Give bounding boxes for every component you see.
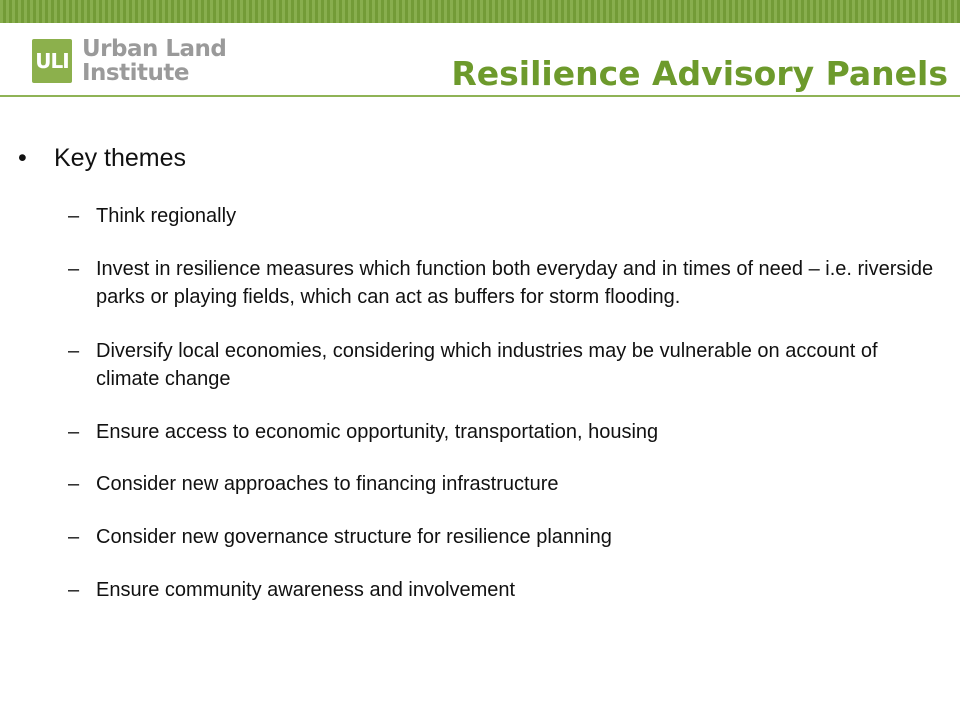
dash-icon: – <box>68 579 80 601</box>
list-item <box>68 418 940 446</box>
dash-icon: – <box>68 526 80 548</box>
list-item <box>68 523 940 551</box>
list-item-text: Consider new governance structure for resilience planning <box>96 526 612 548</box>
dash-icon: – <box>68 340 80 362</box>
heading-text: Key themes <box>54 144 187 172</box>
list-item <box>68 255 940 311</box>
logo-line-2: Institute <box>82 60 189 86</box>
title-divider <box>0 95 960 97</box>
key-themes-heading <box>18 144 186 173</box>
top-decorative-band <box>0 0 960 23</box>
list-item <box>68 337 940 393</box>
dash-icon: – <box>68 473 80 495</box>
slide-title: Resilience Advisory Panels <box>451 54 948 93</box>
dash-icon: – <box>68 205 80 227</box>
dash-icon: – <box>68 258 80 280</box>
bullet-icon: • <box>18 144 27 172</box>
list-item <box>68 576 940 604</box>
uli-logo-mark: ULI <box>32 39 72 83</box>
logo-line-1: Urban Land <box>82 36 227 62</box>
list-item <box>68 202 940 230</box>
list-item-text: Ensure community awareness and involvement <box>96 579 516 601</box>
list-item-text: Think regionally <box>96 205 237 227</box>
dash-icon: – <box>68 421 80 443</box>
list-item-text: Ensure access to economic opportunity, transportation, housing <box>96 421 659 443</box>
list-item-text: Invest in resilience measures which function both everyday and in times of need – i.e. riverside parks or playing fields, which can act as buffers for storm flooding. <box>96 258 934 308</box>
uli-logo-wordmark <box>82 37 226 85</box>
list-item-text: Consider new approaches to financing infrastructure <box>96 473 559 495</box>
list-item-text: Diversify local economies, considering which industries may be vulnerable on account of climate change <box>96 340 878 390</box>
list-item <box>68 470 940 498</box>
